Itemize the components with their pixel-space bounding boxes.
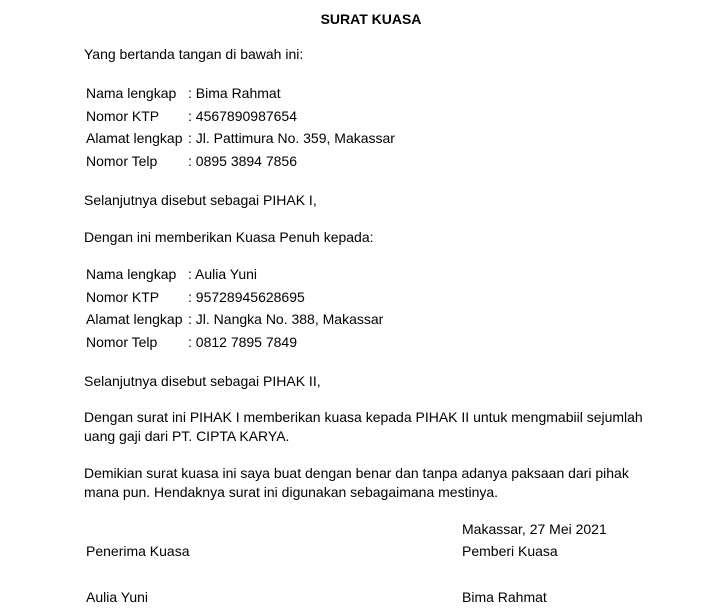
- pihak1-phone-label: Nomor Telp: [86, 152, 158, 169]
- pihak1-row-phone: [86, 153, 395, 176]
- receiver-label: Penerima Kuasa: [86, 543, 190, 559]
- pihak2-address-value: : Jl. Nangka No. 388, Makassar: [188, 311, 384, 327]
- letter-title: SURAT KUASA: [320, 11, 422, 27]
- closing-line-2: mana pun. Hendaknya surat ini digunakan sebagaimana mestinya.: [84, 484, 499, 500]
- giver-label: Pemberi Kuasa: [462, 543, 558, 559]
- pihak1-address-value: : Jl. Pattimura No. 359, Makassar: [188, 130, 395, 146]
- pihak2-phone-label: Nomor Telp: [86, 333, 158, 350]
- pihak2-address-label: Alamat lengkap: [86, 311, 183, 327]
- pihak2-row-name: [86, 266, 383, 289]
- pihak1-row-ktp: [86, 108, 395, 131]
- pihak2-name-value: : Aulia Yuni: [188, 266, 258, 282]
- closing-line-1: Demikian surat kuasa ini saya buat dengan benar dan tanpa adanya paksaan dari pihak: [84, 465, 629, 481]
- pihak2-phone-value: : 0812 7895 7849: [188, 333, 297, 350]
- pihak2-designation: Selanjutnya disebut sebagai PIHAK II,: [84, 373, 321, 389]
- purpose-line-1: Dengan surat ini PIHAK I memberikan kuasa kepada PIHAK II untuk mengmabiil sejumlah: [84, 409, 643, 425]
- place-date: Makassar, 27 Mei 2021: [462, 521, 607, 537]
- receiver-name: Aulia Yuni: [86, 589, 149, 605]
- pihak1-row-name: [86, 85, 395, 108]
- pihak1-ktp-value: : 4567890987654: [188, 107, 297, 124]
- purpose-line-2: uang gaji dari PT. CIPTA KARYA.: [84, 428, 290, 444]
- grant-intro-text: Dengan ini memberikan Kuasa Penuh kepada:: [84, 229, 374, 245]
- pihak1-name-value: : Bima Rahmat: [188, 85, 281, 101]
- pihak1-row-address: [86, 130, 395, 153]
- pihak1-phone-value: : 0895 3894 7856: [188, 152, 297, 169]
- pihak2-ktp-label: Nomor KTP: [86, 288, 160, 305]
- pihak1-details: [86, 85, 395, 175]
- pihak1-address-label: Alamat lengkap: [86, 130, 183, 146]
- pihak2-row-phone: [86, 334, 383, 357]
- pihak2-details: [86, 266, 383, 356]
- pihak1-name-label: Nama lengkap: [86, 85, 177, 101]
- pihak2-row-ktp: [86, 289, 383, 312]
- pihak1-designation: Selanjutnya disebut sebagai PIHAK I,: [84, 192, 317, 208]
- pihak1-ktp-label: Nomor KTP: [86, 107, 160, 124]
- intro-text: Yang bertanda tangan di bawah ini:: [84, 46, 304, 62]
- pihak2-row-address: [86, 311, 383, 334]
- pihak2-ktp-value: : 95728945628695: [188, 288, 305, 305]
- pihak2-name-label: Nama lengkap: [86, 266, 177, 282]
- giver-name: Bima Rahmat: [462, 589, 547, 605]
